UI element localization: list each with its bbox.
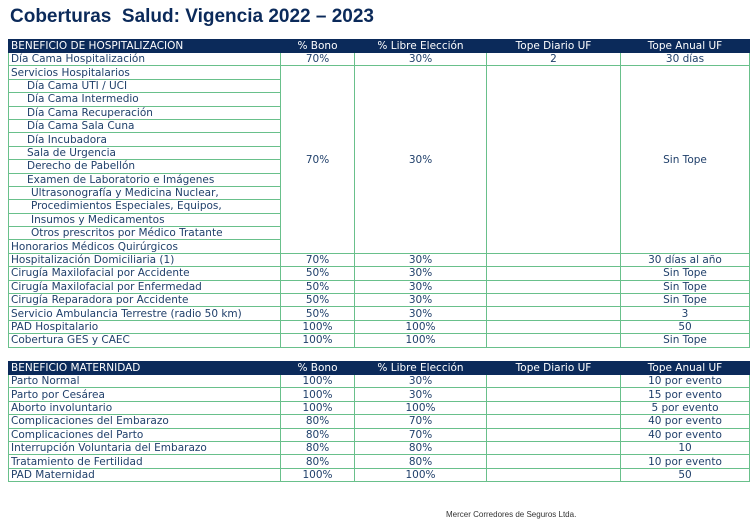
header-libre-eleccion: % Libre Elección <box>355 362 487 375</box>
tope-anual-value: 40 por evento <box>621 415 750 428</box>
tope-diario-value <box>487 388 621 401</box>
table-row <box>9 375 750 388</box>
bono-value: 50% <box>281 267 355 280</box>
service-item-label: Insumos y Medicamentos <box>9 213 281 226</box>
tope-anual-value: 5 por evento <box>621 401 750 414</box>
row-label: Parto Normal <box>9 375 281 388</box>
tope-diario-value <box>487 334 621 347</box>
service-item-label: Examen de Laboratorio e Imágenes <box>9 173 281 186</box>
row-label: Aborto involuntario <box>9 401 281 414</box>
tope-diario-value: 2 <box>487 53 621 66</box>
tope-anual-value: Sin Tope <box>621 294 750 307</box>
service-item-label: Procedimientos Especiales, Equipos, <box>9 200 281 213</box>
header-tope-anual: Tope Anual UF <box>621 40 750 53</box>
footer-company: Mercer Corredores de Seguros Ltda. <box>446 510 577 519</box>
tope-anual-value: 40 por evento <box>621 428 750 441</box>
table-row <box>9 280 750 293</box>
service-item-label: Derecho de Pabellón <box>9 160 281 173</box>
libre-value: 80% <box>355 455 487 468</box>
bono-value: 100% <box>281 334 355 347</box>
row-label: PAD Hospitalario <box>9 320 281 333</box>
table-row <box>9 66 750 79</box>
table-row <box>9 415 750 428</box>
libre-value: 30% <box>355 267 487 280</box>
row-label: PAD Maternidad <box>9 468 281 481</box>
row-label: Interrupción Voluntaria del Embarazo <box>9 441 281 454</box>
bono-value: 50% <box>281 280 355 293</box>
libre-value: 70% <box>355 415 487 428</box>
table-row <box>9 455 750 468</box>
row-label: Complicaciones del Embarazo <box>9 415 281 428</box>
bono-value: 50% <box>281 294 355 307</box>
table-row <box>9 428 750 441</box>
libre-value: 30% <box>355 375 487 388</box>
tope-anual-value: 30 días al año <box>621 253 750 266</box>
tope-diario-value <box>487 468 621 481</box>
group-tope-diario-value <box>487 66 621 253</box>
table-row <box>9 267 750 280</box>
bono-value: 70% <box>281 253 355 266</box>
tope-diario-value <box>487 320 621 333</box>
tope-diario-value <box>487 401 621 414</box>
row-label: Parto por Cesárea <box>9 388 281 401</box>
header-benefit: BENEFICIO MATERNIDAD <box>9 362 281 375</box>
tope-diario-value <box>487 280 621 293</box>
table-row <box>9 334 750 347</box>
tope-diario-value <box>487 267 621 280</box>
libre-value: 100% <box>355 401 487 414</box>
tope-diario-value <box>487 307 621 320</box>
table-row <box>9 401 750 414</box>
service-item-label: Ultrasonografía y Medicina Nuclear, <box>9 186 281 199</box>
libre-value: 80% <box>355 441 487 454</box>
tope-anual-value: 15 por evento <box>621 388 750 401</box>
libre-value: 30% <box>355 280 487 293</box>
bono-value: 100% <box>281 320 355 333</box>
table-row <box>9 441 750 454</box>
libre-value: 100% <box>355 468 487 481</box>
row-label: Servicio Ambulancia Terrestre (radio 50 km) <box>9 307 281 320</box>
bono-value: 80% <box>281 441 355 454</box>
libre-value: 30% <box>355 388 487 401</box>
tope-anual-value: 3 <box>621 307 750 320</box>
tope-anual-value: 10 por evento <box>621 375 750 388</box>
header-tope-diario: Tope Diario UF <box>487 40 621 53</box>
row-label: Tratamiento de Fertilidad <box>9 455 281 468</box>
bono-value: 80% <box>281 415 355 428</box>
row-label: Cirugía Maxilofacial por Accidente <box>9 267 281 280</box>
tope-anual-value: 50 <box>621 320 750 333</box>
hospitalization-table <box>8 39 750 348</box>
table-row <box>9 53 750 66</box>
header-libre-eleccion: % Libre Elección <box>355 40 487 53</box>
row-label: Honorarios Médicos Quirúrgicos <box>9 240 281 253</box>
tope-diario-value <box>487 441 621 454</box>
group-tope-anual-value: Sin Tope <box>621 66 750 253</box>
service-item-label: Sala de Urgencia <box>9 146 281 159</box>
tope-anual-value: 10 por evento <box>621 455 750 468</box>
header-tope-diario: Tope Diario UF <box>487 362 621 375</box>
bono-value: 80% <box>281 428 355 441</box>
libre-value: 70% <box>355 428 487 441</box>
tope-anual-value: Sin Tope <box>621 334 750 347</box>
row-label: Servicios Hospitalarios <box>9 66 281 79</box>
bono-value: 100% <box>281 468 355 481</box>
row-label: Hospitalización Domiciliaria (1) <box>9 253 281 266</box>
tope-anual-value: Sin Tope <box>621 280 750 293</box>
table-row <box>9 468 750 481</box>
libre-value: 30% <box>355 253 487 266</box>
group-bono-value: 70% <box>281 66 355 253</box>
tope-diario-value <box>487 428 621 441</box>
row-label: Día Cama Hospitalización <box>9 53 281 66</box>
service-item-label: Día Cama Recuperación <box>9 106 281 119</box>
tope-diario-value <box>487 294 621 307</box>
bono-value: 70% <box>281 53 355 66</box>
hospitalization-header-row <box>9 40 750 53</box>
service-item-label: Día Cama Sala Cuna <box>9 119 281 132</box>
tope-anual-value: 30 días <box>621 53 750 66</box>
libre-value: 100% <box>355 320 487 333</box>
header-bono: % Bono <box>281 362 355 375</box>
service-item-label: Día Cama UTI / UCI <box>9 79 281 92</box>
tope-diario-value <box>487 375 621 388</box>
libre-value: 30% <box>355 294 487 307</box>
tope-diario-value <box>487 253 621 266</box>
service-item-label: Otros prescritos por Médico Tratante <box>9 227 281 240</box>
header-bono: % Bono <box>281 40 355 53</box>
service-item-label: Día Cama Intermedio <box>9 93 281 106</box>
bono-value: 50% <box>281 307 355 320</box>
maternity-table <box>8 361 750 482</box>
tope-anual-value: 10 <box>621 441 750 454</box>
libre-value: 30% <box>355 53 487 66</box>
table-row <box>9 320 750 333</box>
libre-value: 30% <box>355 307 487 320</box>
group-libre-value: 30% <box>355 66 487 253</box>
header-benefit: BENEFICIO DE HOSPITALIZACIÓN <box>9 40 281 53</box>
row-label: Cirugía Reparadora por Accidente <box>9 294 281 307</box>
bono-value: 100% <box>281 375 355 388</box>
service-item-label: Día Incubadora <box>9 133 281 146</box>
tope-diario-value <box>487 455 621 468</box>
tope-anual-value: 50 <box>621 468 750 481</box>
maternity-header-row <box>9 362 750 375</box>
tope-anual-value: Sin Tope <box>621 267 750 280</box>
row-label: Cirugía Maxilofacial por Enfermedad <box>9 280 281 293</box>
header-tope-anual: Tope Anual UF <box>621 362 750 375</box>
bono-value: 80% <box>281 455 355 468</box>
row-label: Cobertura GES y CAEC <box>9 334 281 347</box>
bono-value: 100% <box>281 388 355 401</box>
table-row <box>9 294 750 307</box>
libre-value: 100% <box>355 334 487 347</box>
table-row <box>9 388 750 401</box>
table-row <box>9 307 750 320</box>
row-label: Complicaciones del Parto <box>9 428 281 441</box>
page-title: Coberturas Salud: Vigencia 2022 – 2023 <box>10 6 374 27</box>
bono-value: 100% <box>281 401 355 414</box>
tope-diario-value <box>487 415 621 428</box>
table-row <box>9 253 750 266</box>
